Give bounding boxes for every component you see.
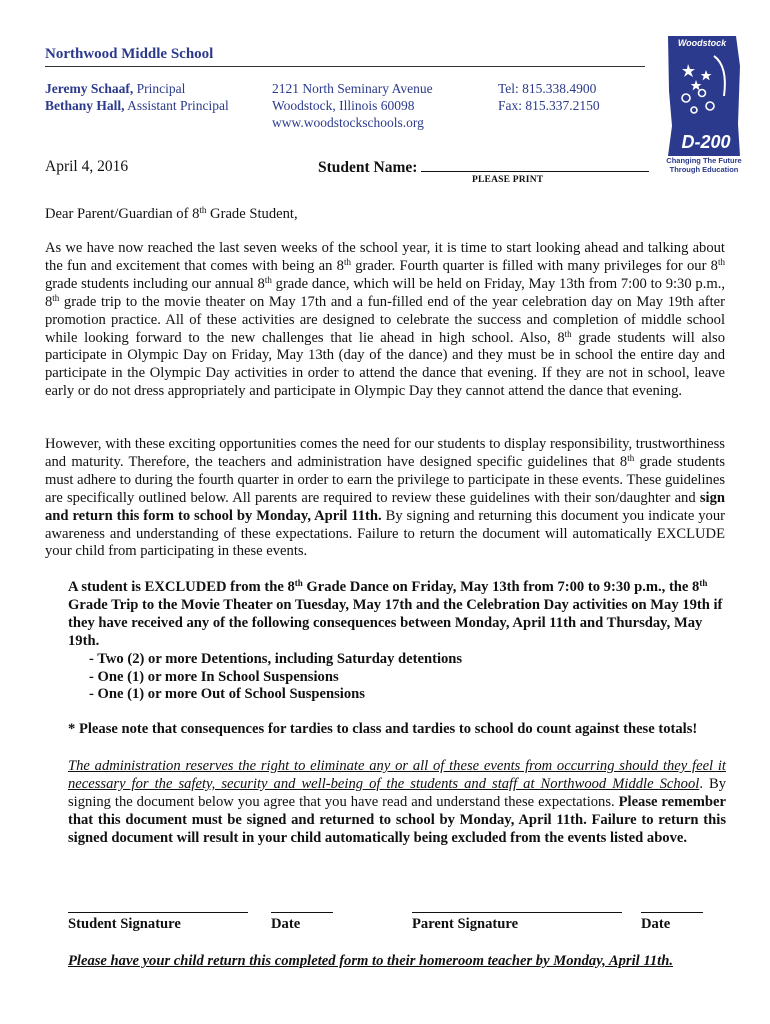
- paragraph-text: grade students must adhere to during the fourth quarter in order to earn the privilege to participate in these events. These guidelines are specifically outlined below. All parents are required to review these guidelines with their son/daughter and: [45, 453, 725, 506]
- letter-date: April 4, 2016: [45, 158, 129, 175]
- student-date-label: Date: [271, 916, 301, 932]
- student-name-label: Student Name:: [318, 159, 418, 176]
- address-line-1: 2121 North Seminary Avenue: [272, 81, 433, 96]
- administration-notice: The administration reserves the right to eliminate any or all of these events from occurring should they feel it necessary for the safety, security and well-being of the students and staff at Northwood Middle School: [68, 758, 726, 792]
- administrators-block: [45, 80, 229, 114]
- greeting-text: Dear Parent/Guardian of 8: [45, 206, 200, 222]
- exclusion-text: Grade Trip to the Movie Theater on Tuesday, May 17th and the Celebration Day activities on May 19th if they have received any of the following consequences between Monday, April 11th and Thursday, May 19th.: [68, 596, 723, 649]
- return-deadline-text: sign and return this form to school by Monday, April 11th.: [45, 489, 725, 524]
- superscript: th: [199, 205, 207, 215]
- address-block: [272, 80, 433, 131]
- return-instructions: Please have your child return this completed form to their homeroom teacher by Monday, April 11th.: [68, 953, 673, 969]
- paragraph-agreement: [68, 758, 726, 848]
- greeting: [45, 206, 725, 224]
- logo-tagline-2: Through Education: [669, 165, 739, 174]
- superscript: th: [343, 256, 351, 267]
- paragraph-text: grader. Fourth quarter is filled with many privileges for our 8: [350, 257, 718, 274]
- paragraph-text: However, with these exciting opportunities comes the need for our students to display responsibility, trustworthiness and maturity. Therefore, the teachers and administration have designed specific guidelines that 8: [45, 436, 725, 470]
- paragraph-events: [45, 240, 725, 401]
- paragraph-text: grade dance, which will be held on Friday, May 13th from 7:00 to 9:30 p.m., 8: [45, 275, 726, 310]
- contact-block: [498, 80, 600, 114]
- paragraph-guidelines: [45, 436, 725, 561]
- school-website: www.woodstockschools.org: [272, 115, 424, 130]
- reminder-text: Please remember that this document must be signed and returned to school by Monday, April 11th. Failure to return this signed document will result in your child automatically being excluded from the events listed above.: [68, 793, 726, 846]
- student-date-line[interactable]: [271, 912, 333, 913]
- superscript: th: [294, 578, 303, 588]
- student-signature-line[interactable]: [68, 912, 248, 913]
- paragraph-text: grade trip to the movie theater on May 17th and a fun-filled end of the year celebration day on May 19th after promotion practice. All of these activities are designed to celebrate the success and completion of middle school while looking forward to the new challenges that lie ahead in high school. Also, 8: [45, 293, 725, 346]
- principal-name: Jeremy Schaaf,: [45, 81, 134, 96]
- superscript: th: [264, 274, 272, 285]
- paragraph-text: By signing and returning this document you indicate your awareness and understanding of these expectations. Failure to return the document will automatically EXCLUDE your child from participating in these events.: [45, 507, 725, 560]
- principal-title: Principal: [136, 81, 186, 96]
- paragraph-text: . By signing the document below you agree that you have read and understand these expectations.: [68, 775, 727, 810]
- header-divider: [45, 66, 645, 67]
- logo-district-text: D-200: [681, 132, 731, 152]
- superscript: th: [627, 452, 635, 463]
- exclusion-text: Grade Dance on Friday, May 13th from 7:00 to 9:30 p.m., the 8: [302, 579, 700, 595]
- consequence-item: - One (1) or more In School Suspensions: [89, 668, 339, 685]
- tardy-note: * Please note that consequences for tardies to class and tardies to school do count against these totals!: [68, 721, 698, 737]
- please-print-label: PLEASE PRINT: [472, 175, 544, 185]
- district-logo: [666, 36, 742, 174]
- parent-signature-line[interactable]: [412, 912, 622, 913]
- student-signature-label: Student Signature: [68, 916, 181, 932]
- superscript: th: [717, 256, 725, 267]
- student-name-line[interactable]: [421, 158, 649, 172]
- parent-signature-label: Parent Signature: [412, 916, 519, 932]
- exclusion-text: A student is EXCLUDED from the 8: [68, 579, 295, 595]
- fax: Fax: 815.337.2150: [498, 98, 600, 113]
- consequence-item: - One (1) or more Out of School Suspensions: [89, 686, 365, 703]
- school-name: Northwood Middle School: [45, 46, 214, 62]
- logo-name-text: Woodstock: [677, 38, 727, 48]
- superscript: th: [699, 578, 708, 588]
- paragraph-text: grade students including our annual 8: [45, 275, 265, 292]
- assistant-principal-title: Assistant Principal: [127, 98, 229, 113]
- assistant-principal-name: Bethany Hall,: [45, 98, 125, 113]
- logo-tagline-1: Changing The Future: [666, 156, 742, 165]
- paragraph-text: As we have now reached the last seven weeks of the school year, it is time to start looking ahead and talking about the fun and excitement that comes with being an 8: [45, 240, 725, 274]
- parent-date-label: Date: [641, 916, 671, 932]
- paragraph-text: grade students will also participate in Olympic Day on Friday, May 13th (day of the dance) and they must be in school the entire day and participate in the Olympic Day activities in order to attend the dance that evening. If they are not in school, leave early or do not dress appropriately and participate in Olympic Day they cannot attend the dance that evening.: [45, 329, 725, 400]
- exclusion-rules: [68, 579, 728, 704]
- superscript: th: [564, 328, 572, 339]
- parent-date-line[interactable]: [641, 912, 703, 913]
- greeting-text: Grade Student,: [206, 206, 298, 222]
- consequence-item: - Two (2) or more Detentions, including Saturday detentions: [89, 650, 463, 667]
- superscript: th: [52, 292, 60, 303]
- telephone: Tel: 815.338.4900: [498, 81, 597, 96]
- address-line-2: Woodstock, Illinois 60098: [272, 98, 415, 113]
